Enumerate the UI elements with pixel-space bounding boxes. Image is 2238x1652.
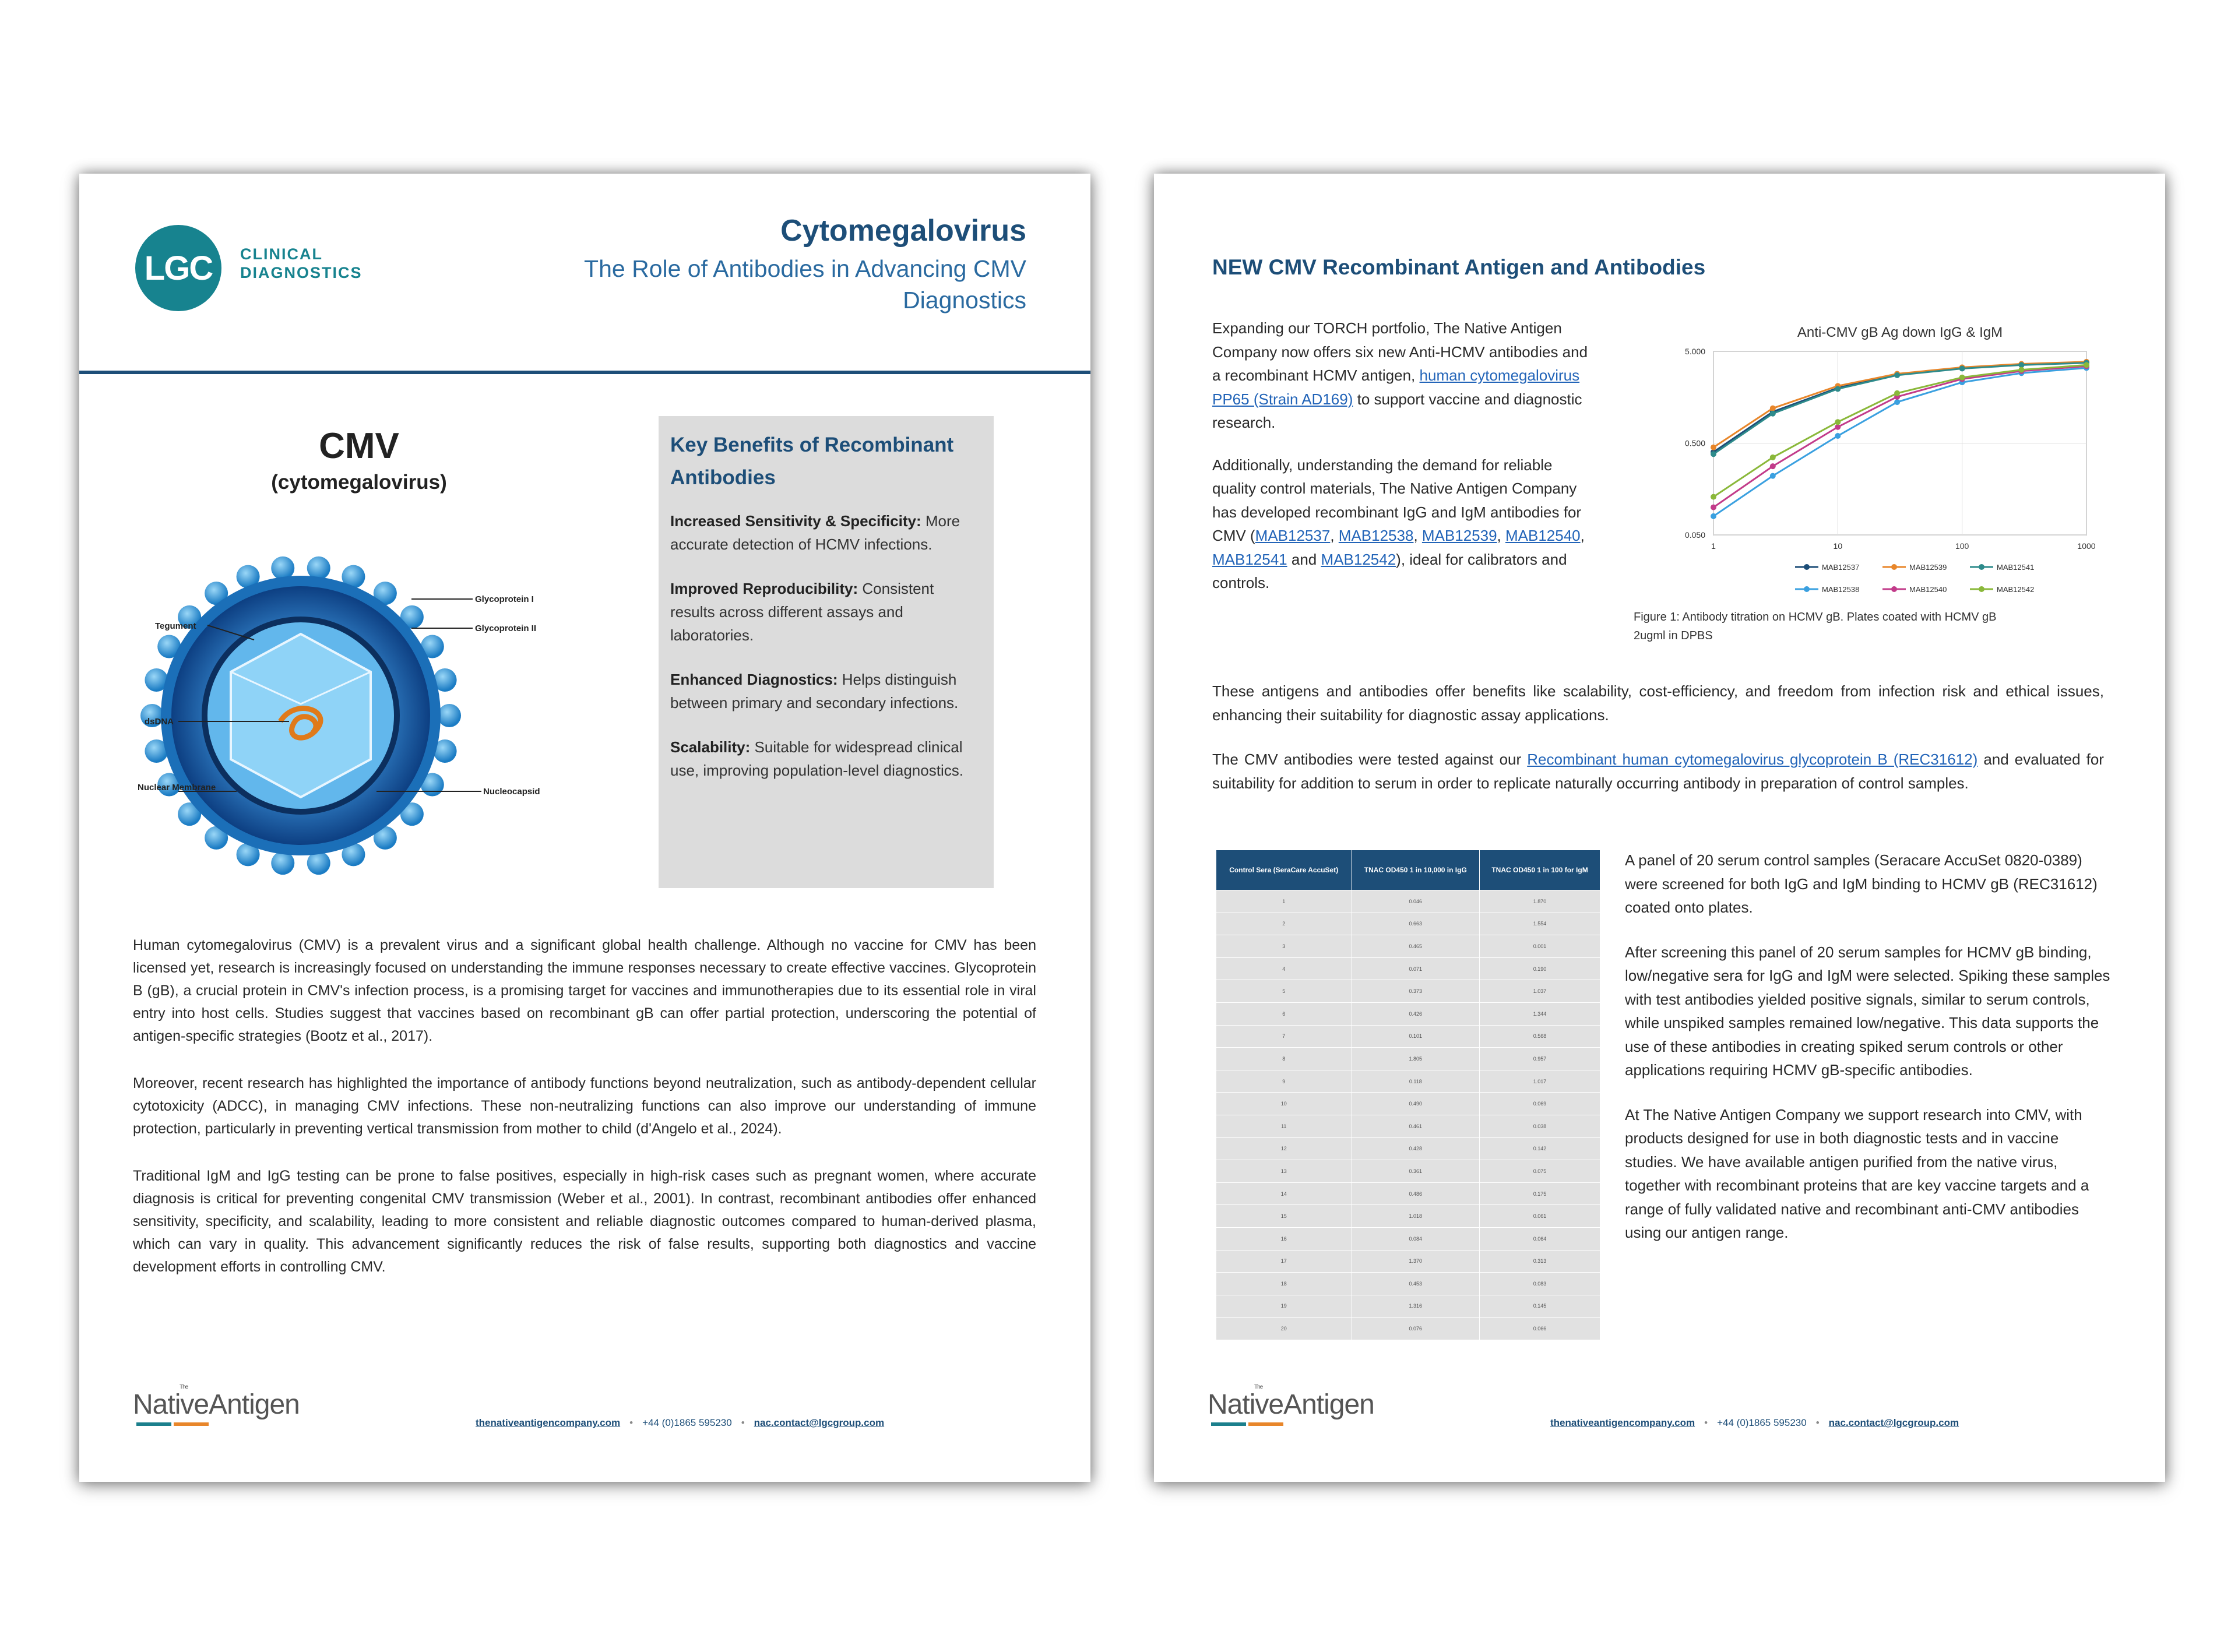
table-cell: 1.554 xyxy=(1480,913,1600,935)
logo-bar-teal xyxy=(1211,1422,1246,1426)
logo-subtitle xyxy=(240,245,363,282)
mab12538-link[interactable]: MAB12538 xyxy=(1338,527,1414,544)
table-cell: 0.490 xyxy=(1352,1093,1480,1115)
legend-label: MAB12539 xyxy=(1909,563,1947,572)
benefit-text: Suitable for widespread clinical use, improving population-level diagnostics. xyxy=(670,738,963,779)
table-cell: 0.001 xyxy=(1480,935,1600,958)
table-cell: 8 xyxy=(1216,1048,1352,1070)
table-cell: 1.805 xyxy=(1352,1048,1480,1070)
intro-paragraph-2: Additionally, understanding the demand for reliable quality control materials, The Native Antigen Company has developed recombinant IgG and IgM antibodies for CMV (MAB12537, MAB12538, MAB12539, MAB12540, MAB12541 and MAB12542), ideal for calibrators and controls. xyxy=(1212,456,1585,591)
para4-text-end: and evaluated for suitability for addition to serum in order to replicate naturally occurring antibody in preparation of control samples. xyxy=(1212,751,2104,792)
table-row xyxy=(1216,1137,1600,1160)
x-tick-label: 1 xyxy=(1711,541,1716,551)
logo-line-2: DIAGNOSTICS xyxy=(240,264,363,281)
table-cell: 16 xyxy=(1216,1227,1352,1250)
table-row xyxy=(1216,1070,1600,1093)
table-cell: 1.370 xyxy=(1352,1250,1480,1273)
mab12540-link[interactable]: MAB12540 xyxy=(1505,527,1581,544)
website-link[interactable]: thenativeantigencompany.com xyxy=(476,1417,621,1428)
mab12542-link[interactable]: MAB12542 xyxy=(1321,550,1396,568)
table-cell: 0.361 xyxy=(1352,1160,1480,1183)
table-row xyxy=(1216,935,1600,958)
table-cell: 0.373 xyxy=(1352,980,1480,1003)
table-cell: 0.076 xyxy=(1352,1318,1480,1340)
table-cell: 0.486 xyxy=(1352,1182,1480,1205)
table-cell: 0.071 xyxy=(1352,957,1480,980)
intro2-text-end: ), ideal for calibrators and controls. xyxy=(1212,550,1567,591)
legend-label: MAB12542 xyxy=(1997,585,2035,594)
intro2-and: and xyxy=(1291,550,1317,568)
table-row xyxy=(1216,1048,1600,1070)
key-benefits-box xyxy=(659,416,994,888)
table-row xyxy=(1216,957,1600,980)
table-cell: 0.101 xyxy=(1352,1025,1480,1048)
data-point xyxy=(1894,390,1900,396)
chart-title: Anti-CMV gB Ag down IgG & IgM xyxy=(1797,325,2003,340)
data-point xyxy=(1894,399,1900,405)
legend-label: MAB12541 xyxy=(1997,563,2035,572)
table-cell: 0.461 xyxy=(1352,1115,1480,1137)
page-one xyxy=(79,174,1090,1482)
table-row xyxy=(1216,1182,1600,1205)
glycoprotein-spike xyxy=(438,704,461,727)
table-cell: 0.142 xyxy=(1480,1137,1600,1160)
data-point xyxy=(1770,411,1776,417)
right-paragraph: A panel of 20 serum control samples (Seracare AccuSet 0820-0389) were screened for both IgG and IgM binding to HCMV gB (REC31612) coated onto plates. xyxy=(1625,851,2098,916)
table-row xyxy=(1216,1115,1600,1137)
right-paragraph: After screening this panel of 20 serum samples for HCMV gB binding, low/negative sera for IgG and IgM were selected. Spiking these samples with test antibodies yielded positive signals, similar to serum controls, while unspiked samples remained low/negative. This data supports the use of these antibodies in creating spiked serum controls or other applications requiring HCMV gB-specific antibodies. xyxy=(1625,943,2110,1079)
table-row xyxy=(1216,1318,1600,1340)
testing-paragraph xyxy=(1212,748,2104,795)
label-nucleocapsid: Nucleocapsid xyxy=(483,787,540,797)
legend-marker xyxy=(1891,586,1897,592)
logo-small-text: The xyxy=(180,1384,188,1390)
benefit-text: Consistent results across different assays and laboratories. xyxy=(670,580,934,644)
email-link[interactable]: nac.contact@lgcgroup.com xyxy=(1828,1417,1959,1428)
label-dsdna: dsDNA xyxy=(145,717,174,727)
table-row xyxy=(1216,980,1600,1003)
table-row xyxy=(1216,890,1600,913)
benefit-title: Enhanced Diagnostics: xyxy=(670,671,838,688)
antibody-titration-chart xyxy=(1626,319,2104,651)
table-cell: 1.344 xyxy=(1480,1002,1600,1025)
benefit-text: More accurate detection of HCMV infections. xyxy=(670,512,960,553)
table-cell: 0.663 xyxy=(1352,913,1480,935)
legend-marker xyxy=(1979,564,1984,570)
website-link[interactable]: thenativeantigencompany.com xyxy=(1550,1417,1695,1428)
intro1-text: Expanding our TORCH portfolio, The Native Antigen Company now offers six new Anti-HCMV antibodies and a recombinant HCMV antigen, xyxy=(1212,319,1588,384)
table-cell: 0.075 xyxy=(1480,1160,1600,1183)
body-paragraph: Traditional IgM and IgG testing can be prone to false positives, especially in high-risk cases such as pregnant women, where accurate diagnosis is critical for preventing congenital CMV transmission (Weber et al., 2001). In contrast, recombinant antibodies offer enhanced sensitivity, specificity, and scalability, leading to more consistent and reliable diagnostic outcomes compared to human-derived plasma, which can vary in quality. This advancement significantly reduces the risk of false results, supporting both diagnostics and vaccine development efforts in controlling CMV. xyxy=(133,1168,1036,1275)
table-row xyxy=(1216,1025,1600,1048)
data-point xyxy=(1711,513,1716,519)
logo-small-text: The xyxy=(1254,1384,1263,1390)
table-cell: 2 xyxy=(1216,913,1352,935)
table-cell: 0.175 xyxy=(1480,1182,1600,1205)
logo-bar-orange xyxy=(174,1422,209,1426)
data-point xyxy=(1835,433,1841,439)
body-paragraph: Moreover, recent research has highlighted the importance of antibody functions beyond neutralization, such as antibody-dependent cellular cytotoxicity (ADCC), in managing CMV infections. These non-neutralizing functions can also improve our understanding of immune protection, particularly in preventing vertical transmission from mother to child (d'Angelo et al., 2024). xyxy=(133,1075,1036,1137)
table-cell: 0.069 xyxy=(1480,1093,1600,1115)
phone-number: +44 (0)1865 595230 xyxy=(642,1417,732,1428)
x-tick-label: 100 xyxy=(1955,541,1969,551)
table-cell: 18 xyxy=(1216,1273,1352,1295)
pp65-link[interactable]: human cytomegalovirus PP65 (Strain AD169) xyxy=(1212,367,1580,408)
y-tick-label: 0.500 xyxy=(1684,438,1705,448)
intro2-text: Additionally, understanding the demand for reliable quality control materials, The Native Antigen Company has developed recombinant IgG and IgM antibodies for CMV ( xyxy=(1212,456,1582,544)
table-cell: 0.038 xyxy=(1480,1115,1600,1137)
mab12537-link[interactable]: MAB12537 xyxy=(1255,527,1331,544)
table-row xyxy=(1216,1205,1600,1228)
table-cell: 0.465 xyxy=(1352,935,1480,958)
table-cell: 4 xyxy=(1216,957,1352,980)
intro-paragraph-1 xyxy=(1212,316,1597,435)
legend-label: MAB12540 xyxy=(1909,585,1947,594)
x-tick-label: 10 xyxy=(1833,541,1843,551)
table-cell: 0.046 xyxy=(1352,890,1480,913)
table-row xyxy=(1216,1002,1600,1025)
table-cell: 0.083 xyxy=(1480,1273,1600,1295)
legend-label: MAB12537 xyxy=(1822,563,1860,572)
lgc-logo xyxy=(135,225,221,311)
para4-text: The CMV antibodies were tested against our xyxy=(1212,751,1522,768)
table-cell: 6 xyxy=(1216,1002,1352,1025)
table-cell: 7 xyxy=(1216,1025,1352,1048)
table-cell: 0.118 xyxy=(1352,1070,1480,1093)
legend-marker xyxy=(1979,586,1984,592)
phone-number: +44 (0)1865 595230 xyxy=(1717,1417,1807,1428)
benefits-paragraph: These antigens and antibodies offer benefits like scalability, cost-efficiency, and freedom from infection risk and ethical issues, enhancing their suitability for diagnostic assay applications. xyxy=(1212,682,2104,724)
y-tick-label: 0.050 xyxy=(1684,530,1705,540)
benefit-item xyxy=(670,509,982,556)
table-body xyxy=(1216,890,1600,1340)
document-title: Cytomegalovirus xyxy=(780,214,1026,248)
table-cell: 1.870 xyxy=(1480,890,1600,913)
legend-marker xyxy=(1891,564,1897,570)
footer-links xyxy=(1550,1417,1959,1429)
table-cell: 9 xyxy=(1216,1070,1352,1093)
logo-wordmark: NativeAntigen xyxy=(1208,1389,1374,1420)
table-cell: 3 xyxy=(1216,935,1352,958)
data-point xyxy=(1770,463,1776,469)
benefit-title: Improved Reproducibility: xyxy=(670,580,858,597)
page-two xyxy=(1154,174,2165,1482)
series-line xyxy=(1713,366,2086,507)
table-cell: 0.568 xyxy=(1480,1025,1600,1048)
table-row xyxy=(1216,913,1600,935)
document-subtitle: The Role of Antibodies in Advancing CMV Diagnostics xyxy=(584,255,1026,314)
benefit-title: Scalability: xyxy=(670,738,751,756)
intro1-text-end: to support vaccine and diagnostic research. xyxy=(1212,390,1582,431)
legend-marker xyxy=(1804,586,1810,592)
data-point xyxy=(1770,455,1776,460)
email-link[interactable]: nac.contact@lgcgroup.com xyxy=(754,1417,885,1428)
table-cell: 20 xyxy=(1216,1318,1352,1340)
benefit-item xyxy=(670,577,982,647)
data-point xyxy=(1835,386,1841,392)
table-row xyxy=(1216,1273,1600,1295)
table-cell: 0.061 xyxy=(1480,1205,1600,1228)
table-row xyxy=(1216,1227,1600,1250)
table-cell: 0.084 xyxy=(1352,1227,1480,1250)
table-cell: 15 xyxy=(1216,1205,1352,1228)
page2-heading: NEW CMV Recombinant Antigen and Antibodies xyxy=(1212,255,1706,279)
logo-mark: LGC xyxy=(144,249,213,287)
mab12541-link[interactable]: MAB12541 xyxy=(1212,550,1287,568)
table-row xyxy=(1216,1250,1600,1273)
separator: • xyxy=(741,1417,745,1428)
logo-line-1: CLINICAL xyxy=(240,245,323,263)
series-line xyxy=(1713,368,2086,516)
table-row xyxy=(1216,1093,1600,1115)
benefits-heading: Key Benefits of Recombinant Antibodies xyxy=(670,434,954,489)
table-cell: 1.018 xyxy=(1352,1205,1480,1228)
data-point xyxy=(1711,505,1716,510)
table-header: TNAC OD450 1 in 10,000 in IgG xyxy=(1352,850,1480,890)
legend-marker xyxy=(1804,564,1810,570)
benefit-text: Helps distinguish between primary and secondary infections. xyxy=(670,671,959,711)
rec31612-link[interactable]: Recombinant human cytomegalovirus glycoprotein B (REC31612) xyxy=(1527,751,1978,768)
logo-bar-orange xyxy=(1248,1422,1283,1426)
separator: • xyxy=(1704,1417,1708,1428)
data-point xyxy=(2084,362,2089,368)
separator: • xyxy=(629,1417,634,1428)
table-cell: 0.066 xyxy=(1480,1318,1600,1340)
benefit-item xyxy=(670,668,982,714)
data-point xyxy=(2018,367,2024,373)
table-cell: 5 xyxy=(1216,980,1352,1003)
label-nuclear-membrane: Nuclear Membrane xyxy=(138,783,216,792)
logo-wordmark: NativeAntigen xyxy=(133,1389,300,1420)
right-paragraph: At The Native Antigen Company we support research into CMV, with products designed for use in both diagnostic tests and in vaccine studies. We have available antigen purified from the native virus, together with recombinant proteins that are key vaccine targets and a range of fully validated native and recombinant anti-CMV antibodies using our antigen range. xyxy=(1625,1105,2089,1241)
table-cell: 1 xyxy=(1216,890,1352,913)
table-row xyxy=(1216,1160,1600,1183)
cmv-heading: CMV xyxy=(319,426,399,466)
series-line xyxy=(1713,363,2086,455)
table-cell: 13 xyxy=(1216,1160,1352,1183)
figure-caption: Figure 1: Antibody titration on HCMV gB. Plates coated with HCMV gB 2ugml in DPBS xyxy=(1634,611,1997,642)
label-glycoprotein-2: Glycoprotein II xyxy=(475,624,537,633)
table-header: TNAC OD450 1 in 100 for IgM xyxy=(1480,850,1600,890)
y-tick-label: 5.000 xyxy=(1684,347,1705,356)
table-cell: 1.017 xyxy=(1480,1070,1600,1093)
table-cell: 14 xyxy=(1216,1182,1352,1205)
x-tick-label: 1000 xyxy=(2077,541,2096,551)
table-cell: 19 xyxy=(1216,1295,1352,1318)
table-cell: 0.957 xyxy=(1480,1048,1600,1070)
data-point xyxy=(1770,406,1776,411)
footer-links xyxy=(476,1417,884,1429)
page2-intro xyxy=(1212,316,1597,614)
table-cell: 11 xyxy=(1216,1115,1352,1137)
data-point xyxy=(1894,372,1900,378)
page2-middle-text xyxy=(1212,679,2104,816)
body-paragraph: Human cytomegalovirus (CMV) is a prevalent virus and a significant global health challenge. Although no vaccine for CMV has been licensed yet, research is increasingly focused on understanding the immune responses necessary to create effective vaccines. Glycoprotein B (gB), a crucial protein in CMV's infection process, is a promising target for vaccines and immunotherapies due to its essential role in viral entry into host cells. Studies suggest that vaccines based on recombinant gB can offer partial protection, underscoring the potential of antigen-specific strategies (Bootz et al., 2017). xyxy=(133,937,1036,1044)
table-cell: 0.428 xyxy=(1352,1137,1480,1160)
table-cell: 0.313 xyxy=(1480,1250,1600,1273)
table-row xyxy=(1216,1295,1600,1318)
table-cell: 0.145 xyxy=(1480,1295,1600,1318)
table-cell: 17 xyxy=(1216,1250,1352,1273)
cmv-subheading: (cytomegalovirus) xyxy=(271,471,447,494)
benefit-item xyxy=(670,735,982,782)
table-cell: 0.453 xyxy=(1352,1273,1480,1295)
data-point xyxy=(1711,451,1716,457)
page1-body-text xyxy=(133,934,1036,1303)
data-point xyxy=(1835,424,1841,430)
data-point xyxy=(1711,445,1716,450)
separator: • xyxy=(1815,1417,1820,1428)
control-sera-table xyxy=(1216,850,1600,1340)
table-cell: 0.190 xyxy=(1480,957,1600,980)
mab12539-link[interactable]: MAB12539 xyxy=(1421,527,1497,544)
table-cell: 1.037 xyxy=(1480,980,1600,1003)
virus-diagram xyxy=(138,547,680,890)
legend-label: MAB12538 xyxy=(1822,585,1860,594)
table-cell: 1.316 xyxy=(1352,1295,1480,1318)
data-point xyxy=(1959,375,1965,381)
label-tegument: Tegument xyxy=(155,621,196,631)
header-rule xyxy=(79,371,1090,374)
benefit-title: Increased Sensitivity & Specificity: xyxy=(670,512,921,530)
data-point xyxy=(1711,494,1716,500)
table-cell: 0.064 xyxy=(1480,1227,1600,1250)
logo-bar-teal xyxy=(136,1422,171,1426)
table-cell: 12 xyxy=(1216,1137,1352,1160)
data-point xyxy=(1835,419,1841,425)
page2-right-text xyxy=(1625,848,2112,1266)
table-header: Control Sera (SeraCare AccuSet) xyxy=(1216,850,1352,890)
table-cell: 0.426 xyxy=(1352,1002,1480,1025)
native-antigen-logo xyxy=(133,1384,300,1421)
native-antigen-logo xyxy=(1208,1384,1374,1421)
table-cell: 10 xyxy=(1216,1093,1352,1115)
series-line xyxy=(1713,365,2086,496)
data-point xyxy=(1959,365,1965,371)
data-point xyxy=(1770,473,1776,479)
label-glycoprotein-1: Glycoprotein I xyxy=(475,594,534,604)
